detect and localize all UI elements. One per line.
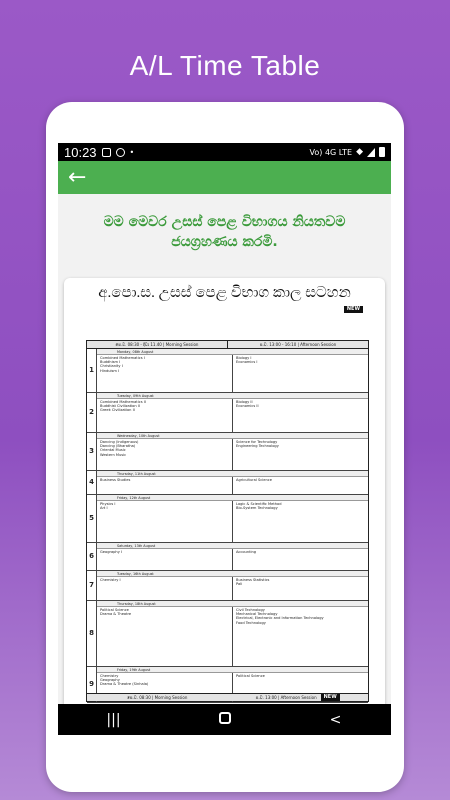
subject-line: Pali	[236, 582, 243, 587]
day-date: Tuesday, 09th August	[97, 393, 368, 399]
afternoon-subjects	[233, 399, 368, 432]
wifi-icon: ◆	[356, 147, 363, 157]
day-number: 6	[87, 543, 97, 570]
timetable-grid	[86, 340, 369, 702]
timetable-rows	[87, 349, 368, 703]
new-badge: NEW	[344, 306, 363, 313]
afternoon-subjects	[233, 501, 368, 542]
morning-subjects	[97, 355, 233, 392]
main-content	[58, 194, 391, 735]
afternoon-subjects	[233, 577, 368, 600]
day-date: Thursday, 11th August	[97, 471, 368, 477]
new-badge-bottom: NEW	[321, 694, 340, 701]
signal-icon	[367, 148, 375, 157]
morning-subjects	[97, 501, 233, 542]
timetable-row	[87, 495, 368, 543]
morning-subjects	[97, 399, 233, 432]
document-title: අ.පො.ස. උසස් පෙළ විභාග කාල සටහන	[98, 285, 351, 301]
morning-subjects	[97, 549, 233, 570]
afternoon-subjects	[233, 477, 368, 494]
subject-line: Oriental Music	[100, 448, 126, 453]
subject-line: Dancing (Indigenous)	[100, 440, 139, 444]
subject-line: Buddhist Civilization II	[100, 404, 140, 409]
timetable-footer	[87, 693, 368, 701]
subject-line: Food Technology	[236, 620, 266, 625]
nav-back-button[interactable]: <	[329, 711, 342, 728]
status-time: 10:23	[64, 144, 97, 160]
day-date: Saturday, 13th August	[97, 543, 368, 549]
battery-icon	[379, 147, 385, 157]
subject-line: Geography	[100, 678, 120, 683]
timetable-row	[87, 601, 368, 667]
day-date: Monday, 08th August	[97, 349, 368, 355]
subject-line: Western Music	[100, 452, 127, 457]
afternoon-footer-label: ප.ව. 13:00 | Afternoon Session	[255, 694, 317, 700]
subject-line: Greek Civilization II	[100, 408, 135, 413]
subject-line: Mechanical Technology	[236, 612, 278, 617]
subject-line: Combined Mathematics I	[100, 356, 145, 360]
day-number: 4	[87, 471, 97, 494]
subject-line: Combined Mathematics II	[100, 400, 146, 404]
subject-line: Agricultural Science	[236, 478, 272, 482]
day-date: Friday, 12th August	[97, 495, 368, 501]
app-screen	[58, 143, 391, 735]
subject-line: Economics I	[236, 360, 258, 365]
subject-line: Art I	[100, 506, 108, 511]
status-bar	[58, 143, 391, 161]
subject-line: Geography I	[100, 550, 123, 554]
subject-line: Civil Technology	[236, 608, 265, 612]
day-date: Tuesday, 16th August	[97, 571, 368, 577]
promo-title: A/L Time Table	[129, 50, 321, 81]
subject-line: Buddhism I	[100, 360, 121, 365]
morning-subjects	[97, 607, 233, 666]
subject-line: Chemistry I	[100, 578, 121, 582]
subject-line: Dancing (Bharatha)	[100, 444, 136, 449]
subject-line: Political Science	[100, 608, 129, 612]
morning-session-header: පෙ.ව. 08:30 - දිවා 11.40 | Morning Session	[87, 341, 228, 348]
day-date: Thursday, 18th August	[97, 601, 368, 607]
subject-line: Science for Technology	[236, 440, 278, 444]
timetable-header	[87, 341, 368, 349]
subject-line: Hinduism I	[100, 368, 120, 373]
subject-line: Economics II	[236, 404, 259, 409]
home-icon	[219, 712, 231, 724]
day-number: 8	[87, 601, 97, 666]
morning-subjects	[97, 577, 233, 600]
app-bar	[58, 161, 391, 194]
afternoon-session-header: ප.ව. 13:00 - 16:10 | Afternoon Session	[259, 342, 337, 347]
recent-apps-button[interactable]: |||	[106, 711, 121, 728]
network-label: Vo) 4G LTE	[309, 147, 353, 157]
subject-line: Biology I	[236, 356, 252, 360]
timetable-row	[87, 349, 368, 393]
afternoon-subjects	[233, 439, 368, 470]
morning-session-footer: පෙ.ව. 08:30 | Morning Session	[127, 695, 188, 700]
subject-line: Biology II	[236, 400, 253, 404]
subject-line: Logic & Scientific Method	[236, 502, 282, 506]
afternoon-subjects	[233, 355, 368, 392]
subject-line: Drama & Theatre (Sinhala)	[100, 682, 149, 687]
subject-line: Drama & Theatre	[100, 612, 132, 617]
timetable-row	[87, 543, 368, 571]
dot-icon: •	[129, 147, 135, 157]
timetable-image[interactable]	[64, 278, 385, 710]
subject-line: Physics I	[100, 502, 116, 506]
subject-line: Business Studies	[100, 478, 131, 482]
afternoon-subjects	[233, 607, 368, 666]
subject-line: Bio-System Technology	[236, 506, 278, 511]
morning-subjects	[97, 439, 233, 470]
subject-line: Political Science	[236, 674, 265, 678]
whatsapp-icon	[116, 148, 125, 157]
document-header	[64, 302, 385, 313]
day-date: Friday, 19th August	[97, 667, 368, 673]
timetable-row	[87, 471, 368, 495]
day-number: 3	[87, 433, 97, 470]
image-icon	[102, 148, 111, 157]
timetable-row	[87, 571, 368, 601]
day-number: 5	[87, 495, 97, 542]
home-button[interactable]	[205, 712, 245, 728]
subject-line: Electrical, Electronic and Information Technology	[236, 616, 324, 621]
motivation-heading: මම මෙවර උසස් පෙළ විභාගය නියතවම ජයග්‍රහණය කරමි.	[103, 214, 346, 250]
system-nav-bar	[58, 704, 391, 735]
afternoon-session-footer	[228, 694, 369, 701]
subject-line: Chemistry	[100, 674, 119, 678]
subject-line: Accounting	[236, 550, 257, 554]
day-number: 2	[87, 393, 97, 432]
subject-line: Engineering Technology	[236, 444, 279, 449]
timetable-row	[87, 393, 368, 433]
morning-subjects	[97, 477, 233, 494]
day-number: 7	[87, 571, 97, 600]
afternoon-subjects	[233, 549, 368, 570]
timetable-row	[87, 433, 368, 471]
subject-line: Business Statistics	[236, 578, 270, 582]
subject-line: Christianity I	[100, 364, 123, 369]
day-number: 9	[87, 667, 97, 702]
day-number: 1	[87, 349, 97, 392]
arrow-left-icon[interactable]: ←	[68, 164, 87, 190]
day-date: Wednesday, 10th August	[97, 433, 368, 439]
